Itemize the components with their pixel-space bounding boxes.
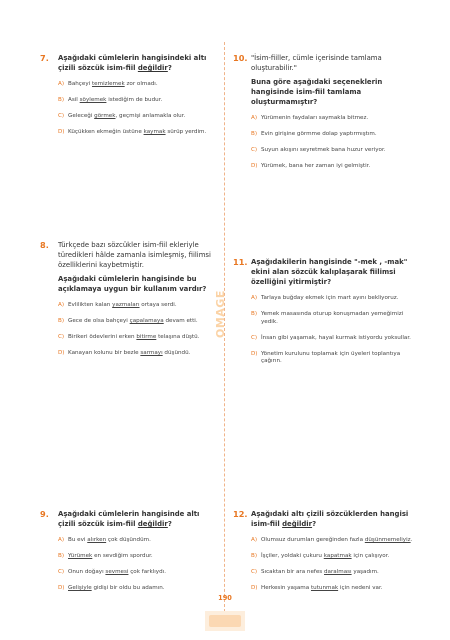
option-a[interactable]: A) Evlilikten kalan yazmaları ortaya serdi. (58, 302, 177, 308)
option-d[interactable]: D) Gelişiyle gidişi bir oldu bu adamın. (58, 584, 165, 591)
question-10 (233, 53, 415, 179)
question-12 (233, 509, 415, 601)
option-d[interactable]: D) Küçükken ekmeğin üstüne kaymak sürüp yerdim. (58, 128, 207, 135)
option-d[interactable]: D) Yürümek, bana her zaman iyi gelmiştir. (251, 162, 371, 169)
question-number: 9. (40, 509, 49, 519)
option-b[interactable]: B) Evin girişine görmme dolap yaptırmıştım. (251, 130, 377, 137)
option-a[interactable]: A) Olumsuz durumları gereğinden fazla düşünmemeliyiz. (251, 537, 413, 543)
option-c[interactable]: C) Geleceği görmek, geçmişi anlamakla olur. (58, 112, 186, 119)
option-b[interactable]: B) İşçiler, yoldaki çukuru kapatmak için çalışıyor. (251, 552, 390, 559)
option-a[interactable]: A) Bahçeyi temizlemek zor olmadı. (58, 81, 158, 87)
question-7 (40, 53, 218, 145)
question-prompt: Aşağıdakilerin hangisinde "-mek , -mak" ekini alan sözcük kalıplaşarak fiilimsi özelliğini yitirmiştir? (251, 258, 408, 286)
option-a[interactable]: A) Bu evi alırken çok düşündüm. (58, 537, 151, 543)
option-b[interactable]: B) Yemek masasında oturup konuşmadan yemeğimizi yedik. (251, 310, 404, 325)
option-c[interactable]: C) Sıcaktan bir ara nefes daralması yaşadım. (251, 568, 379, 575)
question-prompt: Aşağıdaki cümlelerin hangisindeki altı çizili sözcük isim-fiil değildir? (58, 54, 207, 72)
option-d[interactable]: D) Kanayan kolunu bir bezle sarmayı düşündü. (58, 349, 191, 356)
option-c[interactable]: C) Suyun akışını seyretmek bana huzur veriyor. (251, 146, 386, 153)
option-a[interactable]: A) Yürümenin faydaları saymakla bitmez. (251, 115, 369, 121)
option-c[interactable]: C) Birikeri ödevlerini erken bitirme telaşına düştü. (58, 333, 200, 340)
question-stem: Türkçede bazı sözcükler isim-fiil ekleriyle türedikleri hâlde zamanla isimleşmiş, fiilimsi özelliklerini kaybetmiştir. (58, 241, 211, 269)
option-list (251, 295, 415, 366)
publisher-watermark: OMAGE (214, 290, 227, 338)
option-list (58, 302, 220, 358)
question-prompt: Buna göre aşağıdaki seçeneklerin hangisinde isim-fiil tamlama oluşturmamıştır? (251, 78, 383, 106)
page-number: 190 (218, 594, 232, 602)
question-9 (40, 509, 218, 601)
question-prompt: Aşağıdaki altı çizili sözcüklerden hangisi isim-fiil değildir? (251, 510, 409, 528)
question-number: 11. (233, 257, 248, 267)
option-a[interactable]: A) Tarlaya buğday ekmek için mart ayını bekliyoruz. (251, 295, 399, 301)
option-list (251, 537, 415, 593)
question-number: 8. (40, 240, 49, 250)
question-number: 7. (40, 53, 49, 63)
question-number: 12. (233, 509, 248, 519)
option-c[interactable]: C) İnsan gibi yaşamak, hayal kurmak istiyordu yoksullar. (251, 334, 411, 341)
option-b[interactable]: B) Gece de olsa bahçeyi çapalamaya devam etti. (58, 317, 198, 324)
option-list (58, 81, 218, 137)
question-stem: "İsim-fiiller, cümle içerisinde tamlama oluşturabilir." (251, 54, 382, 72)
question-prompt: Aşağıdaki cümlelerin hangisinde altı çizili sözcük isim-fiil değildir? (58, 510, 200, 528)
option-d[interactable]: D) Herkesin yaşama tutunmak için nedeni var. (251, 584, 383, 591)
question-11 (233, 257, 415, 374)
option-list (58, 537, 218, 593)
option-list (251, 115, 415, 171)
option-b[interactable]: B) Yürümek en sevdiğim spordur. (58, 552, 153, 559)
footer-decoration-icon (205, 611, 245, 631)
question-prompt: Aşağıdaki cümlelerin hangisinde bu açıklamaya uygun bir kullanım vardır? (58, 275, 207, 293)
option-d[interactable]: D) Yönetim kurulunu toplamak için üyeleri toplantıya çağırın. (251, 350, 401, 365)
option-c[interactable]: C) Onun doğayı sevmesi çok farklıydı. (58, 568, 166, 575)
question-8 (40, 240, 220, 366)
question-number: 10. (233, 53, 248, 63)
option-b[interactable]: B) Asil söylemek istediğim de budur. (58, 96, 163, 103)
